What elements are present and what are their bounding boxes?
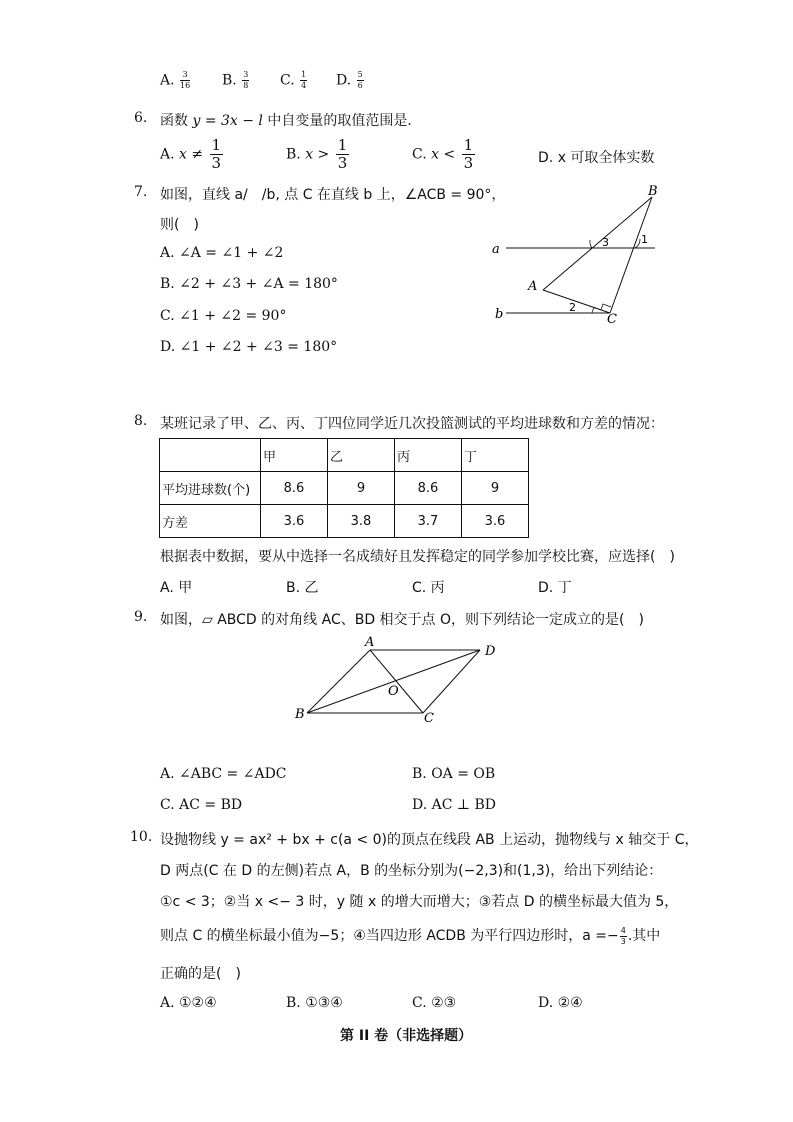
table-cell	[160, 439, 261, 472]
table-header-row	[160, 439, 529, 472]
q7-number: 7.	[134, 184, 148, 200]
table-row	[160, 505, 529, 538]
table-row	[160, 472, 529, 505]
side-AB	[307, 650, 370, 713]
q8-option-b: B. 乙	[286, 580, 319, 596]
label-angle-1: 1	[641, 233, 648, 246]
table-cell: 丁	[462, 439, 529, 472]
table-cell: 方差	[160, 505, 261, 538]
q9-stem: 如图，▱ ABCD 的对角线 AC、BD 相交于点 O，则下列结论一定成立的是( )	[160, 612, 644, 628]
fraction: $\frac{1}{3}$	[463, 136, 474, 172]
q7-stem-line2: 则( )	[160, 217, 199, 233]
table-cell: 9	[328, 472, 395, 505]
q7-figure	[480, 180, 680, 325]
label-b: b	[495, 307, 504, 322]
q6-option-c: C. x < $\frac{1}{3}$	[412, 136, 474, 172]
label-A: A	[365, 635, 375, 650]
q10-option-d: D. ②④	[538, 995, 583, 1011]
q9-option-c: C. AC = BD	[160, 797, 243, 813]
fraction: $\frac{3}{16}$	[180, 70, 191, 90]
angle-2-arc	[592, 307, 595, 313]
q5-option-c: C. $\frac{1}{4}$	[280, 70, 307, 90]
q5-option-a: A. $\frac{3}{16}$	[160, 70, 191, 90]
fraction: $\frac{1}{4}$	[301, 70, 307, 90]
table-cell: 乙	[328, 439, 395, 472]
table-cell: 9	[462, 472, 529, 505]
q8-after-text: 根据表中数据，要从中选择一名成绩好且发挥稳定的同学参加学校比赛，应选择( )	[160, 549, 675, 565]
diagonal-AC	[370, 650, 423, 713]
fraction: $\frac{3}{8}$	[243, 70, 249, 90]
q5-option-b: B. $\frac{3}{8}$	[222, 70, 249, 90]
q7-stem-line1: 如图，直线 a/ /b, 点 C 在直线 b 上，∠ACB = 90°，	[160, 187, 506, 203]
fraction: $\frac{4}{3}$	[620, 925, 626, 946]
q10-option-b: B. ①③④	[286, 995, 343, 1011]
angle-1-arc	[635, 239, 640, 248]
q5-option-d: D. $\frac{5}{6}$	[336, 70, 363, 90]
q7-option-d: D. ∠1 + ∠2 + ∠3 = 180°	[160, 339, 338, 355]
table-cell: 3.6	[462, 505, 529, 538]
fraction: $\frac{1}{3}$	[337, 136, 348, 172]
q10-option-c: C. ②③	[412, 995, 457, 1011]
table-cell: 平均进球数(个)	[160, 472, 261, 505]
q6-option-d: D. x 可取全体实数	[538, 150, 655, 166]
label-A: A	[528, 279, 538, 294]
q6-number: 6.	[134, 110, 148, 126]
table-cell: 8.6	[395, 472, 462, 505]
q9-option-d: D. AC ⊥ BD	[412, 797, 497, 813]
q8-option-c: C. 丙	[412, 580, 445, 596]
q10-line4: 则点 C 的横坐标最小值为−5；④当四边形 ACDB 为平行四边形时，a =− $\frac{4}{3}$ .其中	[160, 925, 661, 946]
table-cell: 3.6	[261, 505, 328, 538]
q9-option-a: A. ∠ABC = ∠ADC	[160, 766, 287, 782]
table-cell: 丙	[395, 439, 462, 472]
q8-table	[159, 438, 529, 538]
label-O: O	[388, 684, 399, 699]
label-angle-3: 3	[602, 236, 609, 249]
label-B: B	[648, 184, 658, 199]
label-C: C	[607, 312, 617, 325]
q7-option-a: A. ∠A = ∠1 + ∠2	[160, 245, 284, 261]
q9-number: 9.	[134, 609, 148, 625]
q9-figure	[285, 632, 515, 727]
right-angle-mark	[601, 304, 611, 310]
side-CD	[423, 650, 480, 713]
q10-line3: ①c < 3；②当 x <− 3 时，y 随 x 的增大而增大；③若点 D 的横坐标最大值为 5，	[160, 894, 679, 910]
diagonal-BD	[307, 650, 480, 713]
q10-line1: 设抛物线 y = ax² + bx + c(a < 0)的顶点在线段 AB 上运动，抛物线与 x 轴交于 C，	[160, 832, 699, 848]
q10-option-a: A. ①②④	[160, 995, 217, 1011]
q6-stem: 函数 y = 3x − l 中自变量的取值范围是．	[160, 113, 422, 129]
angle-3-arc	[590, 240, 592, 248]
fraction: $\frac{1}{3}$	[211, 136, 222, 172]
table-cell: 3.7	[395, 505, 462, 538]
q10-number: 10.	[130, 829, 153, 845]
q8-stem: 某班记录了甲、乙、丙、丁四位同学近几次投篮测试的平均进球数和方差的情况：	[160, 416, 664, 432]
segment-AC	[543, 290, 610, 313]
q8-option-a: A. 甲	[160, 580, 193, 596]
label-a: a	[492, 242, 500, 257]
q7-option-c: C. ∠1 + ∠2 = 90°	[160, 308, 287, 324]
table-cell: 8.6	[261, 472, 328, 505]
label-C: C	[424, 711, 434, 726]
fraction: $\frac{5}{6}$	[357, 70, 363, 90]
table-cell: 3.8	[328, 505, 395, 538]
label-angle-2: 2	[569, 301, 576, 314]
q6-option-b: B. x > $\frac{1}{3}$	[286, 136, 348, 172]
q10-line2: D 两点(C 在 D 的左侧)若点 A，B 的坐标分别为(−2,3)和(1,3)，给出下列结论：	[160, 863, 663, 879]
section-title: 第 II 卷（非选择题）	[340, 1028, 473, 1044]
label-B: B	[295, 707, 305, 722]
q8-option-d: D. 丁	[538, 580, 572, 596]
q6-option-a: A. x ≠ $\frac{1}{3}$	[160, 136, 222, 172]
label-D: D	[485, 644, 496, 659]
q7-option-b: B. ∠2 + ∠3 + ∠A = 180°	[160, 276, 338, 292]
q10-line5: 正确的是( )	[160, 966, 241, 982]
table-cell: 甲	[261, 439, 328, 472]
q9-option-b: B. OA = OB	[412, 766, 496, 782]
q8-number: 8.	[134, 413, 148, 429]
